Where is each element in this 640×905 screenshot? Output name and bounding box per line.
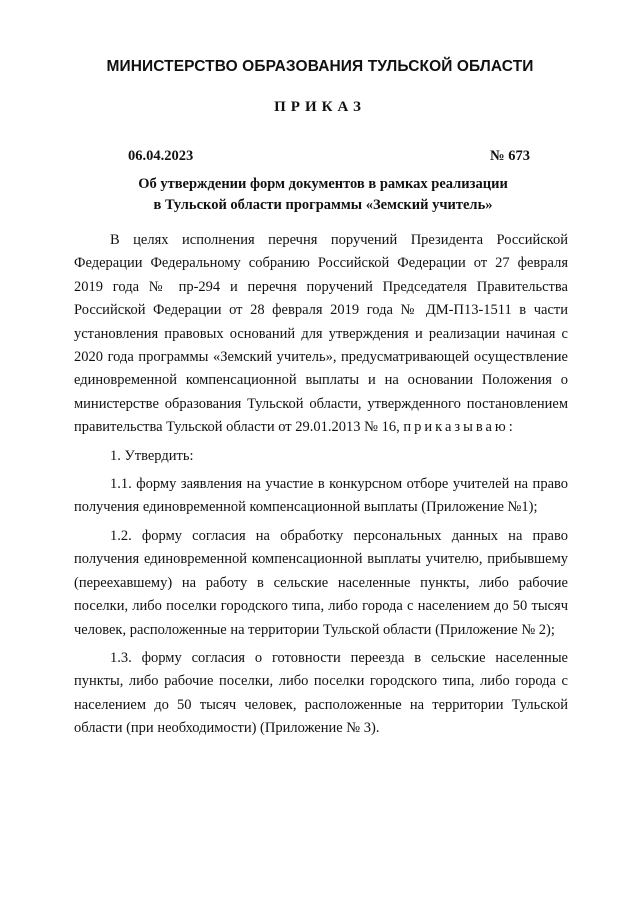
order-title: ПРИКАЗ (274, 99, 366, 115)
ministry-heading: МИНИСТЕРСТВО ОБРАЗОВАНИЯ ТУЛЬСКОЙ ОБЛАСТИ (106, 58, 534, 75)
item-1-2: 1.2. форму согласия на обработку персональных данных на право получения единовременной компенсационной выплаты учителю, прибывшему (переехавшему) на работу в сельские населенные пункты, либо рабочие поселки, либо поселки городского типа, либо города с населением до 50 тысяч человек, расположенные на территории Тульской области (Приложение № 2); (74, 527, 568, 638)
preamble-paragraph (74, 229, 568, 440)
item-1: 1. Утвердить: (110, 447, 194, 464)
order-subject (80, 174, 566, 216)
item-1-1: 1.1. форму заявления на участие в конкурсном отборе учителей на право получения единовременной компенсационной выплаты (Приложение №1); (74, 476, 568, 516)
order-date: 06.04.2023 (128, 148, 194, 164)
order-word: приказываю: (403, 419, 516, 436)
preamble-text: В целях исполнения перечня поручений Президента Российской Федерации Федеральному собранию Российской Федерации от 27 февраля 2019 года № пр-294 и перечня поручений Председателя Правительства Российской Федерации от 28 февраля 2019 года № ДМ-П13-1511 в части установления правовых оснований для утверждения и реализации начиная с 2020 года программы «Земский учитель», предусматривающей осуществление единовременной компенсационной выплаты и на основании Положения о министерстве образования Тульской области, утвержденного постановлением правительства Тульской области от 29.01.2013 № 16, (74, 232, 568, 436)
item-1-3: 1.3. форму согласия о готовности переезда в сельские населенные пункты, либо рабочие поселки, либо поселки городского типа, либо города с населением до 50 тысяч человек, расположенные на территории Тульской области (при необходимости) (Приложение № 3). (74, 649, 568, 737)
subject-line-1: Об утверждении форм документов в рамках реализации (138, 176, 508, 192)
order-body (74, 229, 568, 741)
subject-line-2: в Тульской области программы «Земский учитель» (153, 197, 493, 213)
order-number: № 673 (490, 148, 530, 164)
